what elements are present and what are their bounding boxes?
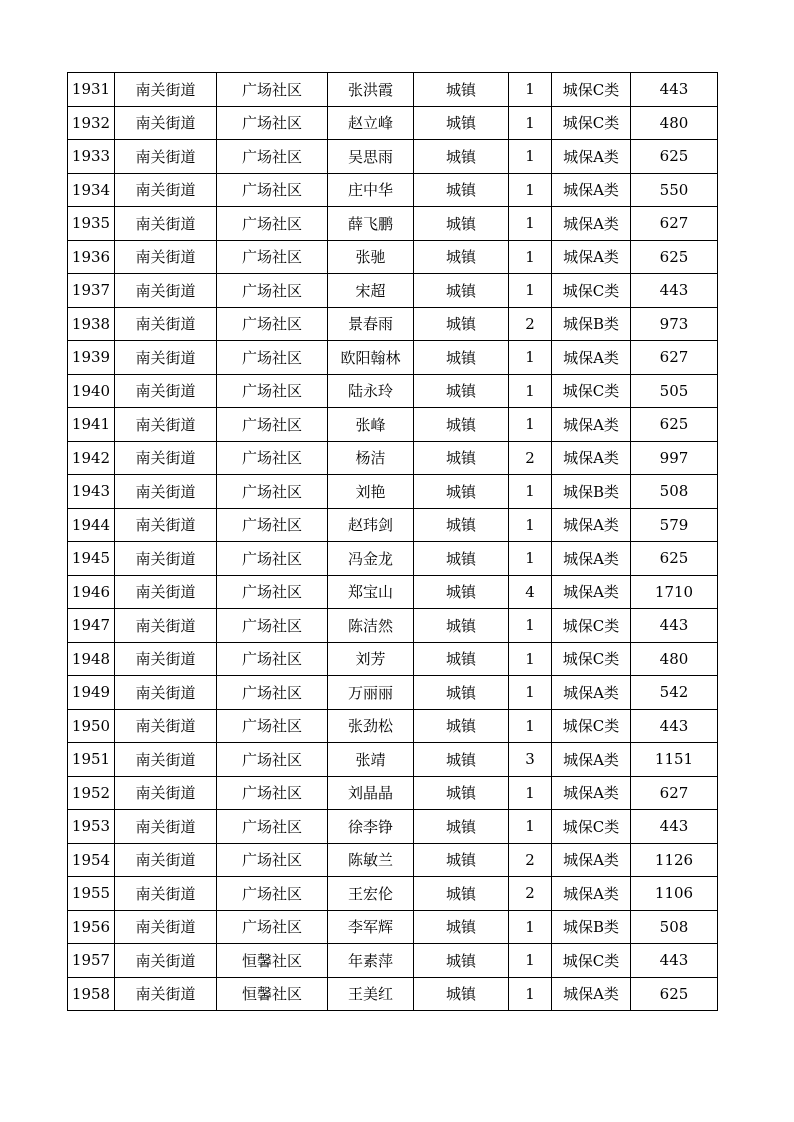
household-count-cell: 1 bbox=[509, 676, 552, 710]
community-cell: 广场社区 bbox=[217, 374, 328, 408]
community-cell: 广场社区 bbox=[217, 475, 328, 509]
insurance-category-cell: 城保C类 bbox=[552, 374, 631, 408]
person-name-cell: 王宏伦 bbox=[328, 877, 414, 911]
table-row bbox=[68, 173, 718, 207]
person-name-cell: 张峰 bbox=[328, 408, 414, 442]
table-row bbox=[68, 341, 718, 375]
subdistrict-cell: 南关街道 bbox=[115, 374, 217, 408]
community-cell: 广场社区 bbox=[217, 542, 328, 576]
amount-cell: 627 bbox=[631, 207, 718, 241]
subdistrict-cell: 南关街道 bbox=[115, 810, 217, 844]
person-name-cell: 陈敏兰 bbox=[328, 843, 414, 877]
serial-number-cell: 1957 bbox=[68, 944, 115, 978]
insurance-category-cell: 城保A类 bbox=[552, 843, 631, 877]
area-type-cell: 城镇 bbox=[414, 575, 509, 609]
insurance-category-cell: 城保A类 bbox=[552, 776, 631, 810]
area-type-cell: 城镇 bbox=[414, 877, 509, 911]
amount-cell: 550 bbox=[631, 173, 718, 207]
household-count-cell: 1 bbox=[509, 173, 552, 207]
amount-cell: 627 bbox=[631, 341, 718, 375]
table-row bbox=[68, 374, 718, 408]
amount-cell: 508 bbox=[631, 475, 718, 509]
person-name-cell: 年素萍 bbox=[328, 944, 414, 978]
household-count-cell: 1 bbox=[509, 274, 552, 308]
community-cell: 广场社区 bbox=[217, 73, 328, 107]
amount-cell: 997 bbox=[631, 441, 718, 475]
area-type-cell: 城镇 bbox=[414, 508, 509, 542]
serial-number-cell: 1958 bbox=[68, 977, 115, 1011]
insurance-category-cell: 城保C类 bbox=[552, 106, 631, 140]
amount-cell: 443 bbox=[631, 944, 718, 978]
community-cell: 广场社区 bbox=[217, 575, 328, 609]
community-cell: 广场社区 bbox=[217, 173, 328, 207]
subdistrict-cell: 南关街道 bbox=[115, 843, 217, 877]
household-count-cell: 1 bbox=[509, 475, 552, 509]
amount-cell: 443 bbox=[631, 810, 718, 844]
community-cell: 广场社区 bbox=[217, 240, 328, 274]
person-name-cell: 赵立峰 bbox=[328, 106, 414, 140]
insurance-category-cell: 城保A类 bbox=[552, 140, 631, 174]
household-count-cell: 1 bbox=[509, 207, 552, 241]
household-count-cell: 2 bbox=[509, 877, 552, 911]
table-row bbox=[68, 810, 718, 844]
person-name-cell: 赵玮剑 bbox=[328, 508, 414, 542]
serial-number-cell: 1939 bbox=[68, 341, 115, 375]
area-type-cell: 城镇 bbox=[414, 642, 509, 676]
table-row bbox=[68, 140, 718, 174]
subdistrict-cell: 南关街道 bbox=[115, 944, 217, 978]
subdistrict-cell: 南关街道 bbox=[115, 475, 217, 509]
community-cell: 广场社区 bbox=[217, 508, 328, 542]
insurance-category-cell: 城保A类 bbox=[552, 575, 631, 609]
subdistrict-cell: 南关街道 bbox=[115, 73, 217, 107]
subdistrict-cell: 南关街道 bbox=[115, 240, 217, 274]
community-cell: 广场社区 bbox=[217, 140, 328, 174]
community-cell: 广场社区 bbox=[217, 307, 328, 341]
serial-number-cell: 1933 bbox=[68, 140, 115, 174]
insurance-category-cell: 城保C类 bbox=[552, 274, 631, 308]
household-count-cell: 1 bbox=[509, 977, 552, 1011]
household-count-cell: 1 bbox=[509, 609, 552, 643]
person-name-cell: 杨洁 bbox=[328, 441, 414, 475]
community-cell: 广场社区 bbox=[217, 609, 328, 643]
household-count-cell: 3 bbox=[509, 743, 552, 777]
serial-number-cell: 1954 bbox=[68, 843, 115, 877]
community-cell: 广场社区 bbox=[217, 408, 328, 442]
subdistrict-cell: 南关街道 bbox=[115, 274, 217, 308]
household-count-cell: 1 bbox=[509, 341, 552, 375]
insurance-category-cell: 城保B类 bbox=[552, 475, 631, 509]
serial-number-cell: 1935 bbox=[68, 207, 115, 241]
table-row bbox=[68, 977, 718, 1011]
community-cell: 恒馨社区 bbox=[217, 944, 328, 978]
area-type-cell: 城镇 bbox=[414, 106, 509, 140]
serial-number-cell: 1940 bbox=[68, 374, 115, 408]
area-type-cell: 城镇 bbox=[414, 441, 509, 475]
community-cell: 广场社区 bbox=[217, 207, 328, 241]
amount-cell: 625 bbox=[631, 240, 718, 274]
roster-body bbox=[68, 73, 718, 1011]
household-count-cell: 1 bbox=[509, 709, 552, 743]
area-type-cell: 城镇 bbox=[414, 307, 509, 341]
subdistrict-cell: 南关街道 bbox=[115, 676, 217, 710]
area-type-cell: 城镇 bbox=[414, 810, 509, 844]
insurance-category-cell: 城保A类 bbox=[552, 408, 631, 442]
amount-cell: 1710 bbox=[631, 575, 718, 609]
area-type-cell: 城镇 bbox=[414, 709, 509, 743]
amount-cell: 625 bbox=[631, 542, 718, 576]
community-cell: 广场社区 bbox=[217, 341, 328, 375]
serial-number-cell: 1937 bbox=[68, 274, 115, 308]
household-count-cell: 1 bbox=[509, 140, 552, 174]
household-count-cell: 2 bbox=[509, 843, 552, 877]
household-count-cell: 1 bbox=[509, 106, 552, 140]
amount-cell: 625 bbox=[631, 140, 718, 174]
subdistrict-cell: 南关街道 bbox=[115, 441, 217, 475]
amount-cell: 1126 bbox=[631, 843, 718, 877]
area-type-cell: 城镇 bbox=[414, 341, 509, 375]
area-type-cell: 城镇 bbox=[414, 944, 509, 978]
insurance-category-cell: 城保A类 bbox=[552, 542, 631, 576]
subdistrict-cell: 南关街道 bbox=[115, 207, 217, 241]
subdistrict-cell: 南关街道 bbox=[115, 776, 217, 810]
household-count-cell: 1 bbox=[509, 642, 552, 676]
subdistrict-cell: 南关街道 bbox=[115, 307, 217, 341]
area-type-cell: 城镇 bbox=[414, 274, 509, 308]
serial-number-cell: 1951 bbox=[68, 743, 115, 777]
table-row bbox=[68, 776, 718, 810]
person-name-cell: 张洪霞 bbox=[328, 73, 414, 107]
table-row bbox=[68, 475, 718, 509]
serial-number-cell: 1956 bbox=[68, 910, 115, 944]
table-row bbox=[68, 307, 718, 341]
community-cell: 广场社区 bbox=[217, 776, 328, 810]
area-type-cell: 城镇 bbox=[414, 475, 509, 509]
table-row bbox=[68, 642, 718, 676]
serial-number-cell: 1952 bbox=[68, 776, 115, 810]
area-type-cell: 城镇 bbox=[414, 173, 509, 207]
person-name-cell: 薛飞鹏 bbox=[328, 207, 414, 241]
table-row bbox=[68, 910, 718, 944]
area-type-cell: 城镇 bbox=[414, 609, 509, 643]
community-cell: 广场社区 bbox=[217, 106, 328, 140]
table-row bbox=[68, 274, 718, 308]
serial-number-cell: 1945 bbox=[68, 542, 115, 576]
household-count-cell: 1 bbox=[509, 508, 552, 542]
subdistrict-cell: 南关街道 bbox=[115, 575, 217, 609]
household-count-cell: 1 bbox=[509, 73, 552, 107]
serial-number-cell: 1942 bbox=[68, 441, 115, 475]
insurance-category-cell: 城保A类 bbox=[552, 173, 631, 207]
person-name-cell: 冯金龙 bbox=[328, 542, 414, 576]
community-cell: 广场社区 bbox=[217, 877, 328, 911]
amount-cell: 579 bbox=[631, 508, 718, 542]
subdistrict-cell: 南关街道 bbox=[115, 173, 217, 207]
insurance-category-cell: 城保A类 bbox=[552, 676, 631, 710]
insurance-category-cell: 城保C类 bbox=[552, 944, 631, 978]
area-type-cell: 城镇 bbox=[414, 776, 509, 810]
amount-cell: 973 bbox=[631, 307, 718, 341]
serial-number-cell: 1936 bbox=[68, 240, 115, 274]
person-name-cell: 张劲松 bbox=[328, 709, 414, 743]
amount-cell: 480 bbox=[631, 642, 718, 676]
amount-cell: 508 bbox=[631, 910, 718, 944]
subdistrict-cell: 南关街道 bbox=[115, 642, 217, 676]
area-type-cell: 城镇 bbox=[414, 743, 509, 777]
person-name-cell: 陆永玲 bbox=[328, 374, 414, 408]
subdistrict-cell: 南关街道 bbox=[115, 977, 217, 1011]
community-cell: 广场社区 bbox=[217, 709, 328, 743]
serial-number-cell: 1947 bbox=[68, 609, 115, 643]
table-row bbox=[68, 877, 718, 911]
area-type-cell: 城镇 bbox=[414, 374, 509, 408]
subdistrict-cell: 南关街道 bbox=[115, 140, 217, 174]
household-count-cell: 2 bbox=[509, 441, 552, 475]
community-cell: 广场社区 bbox=[217, 676, 328, 710]
amount-cell: 443 bbox=[631, 274, 718, 308]
person-name-cell: 欧阳翰林 bbox=[328, 341, 414, 375]
area-type-cell: 城镇 bbox=[414, 676, 509, 710]
area-type-cell: 城镇 bbox=[414, 977, 509, 1011]
household-count-cell: 1 bbox=[509, 240, 552, 274]
person-name-cell: 徐李铮 bbox=[328, 810, 414, 844]
community-cell: 广场社区 bbox=[217, 642, 328, 676]
community-cell: 广场社区 bbox=[217, 910, 328, 944]
insurance-category-cell: 城保A类 bbox=[552, 508, 631, 542]
amount-cell: 627 bbox=[631, 776, 718, 810]
amount-cell: 443 bbox=[631, 709, 718, 743]
insurance-category-cell: 城保C类 bbox=[552, 709, 631, 743]
person-name-cell: 庄中华 bbox=[328, 173, 414, 207]
table-row bbox=[68, 609, 718, 643]
insurance-category-cell: 城保A类 bbox=[552, 877, 631, 911]
household-count-cell: 1 bbox=[509, 776, 552, 810]
amount-cell: 443 bbox=[631, 73, 718, 107]
insurance-category-cell: 城保A类 bbox=[552, 341, 631, 375]
area-type-cell: 城镇 bbox=[414, 240, 509, 274]
subdistrict-cell: 南关街道 bbox=[115, 910, 217, 944]
person-name-cell: 刘艳 bbox=[328, 475, 414, 509]
community-cell: 恒馨社区 bbox=[217, 977, 328, 1011]
serial-number-cell: 1955 bbox=[68, 877, 115, 911]
table-row bbox=[68, 106, 718, 140]
household-count-cell: 1 bbox=[509, 542, 552, 576]
insurance-category-cell: 城保A类 bbox=[552, 441, 631, 475]
subdistrict-cell: 南关街道 bbox=[115, 542, 217, 576]
table-row bbox=[68, 207, 718, 241]
serial-number-cell: 1949 bbox=[68, 676, 115, 710]
serial-number-cell: 1938 bbox=[68, 307, 115, 341]
serial-number-cell: 1944 bbox=[68, 508, 115, 542]
amount-cell: 1151 bbox=[631, 743, 718, 777]
household-count-cell: 1 bbox=[509, 374, 552, 408]
subdistrict-cell: 南关街道 bbox=[115, 609, 217, 643]
amount-cell: 1106 bbox=[631, 877, 718, 911]
table-row bbox=[68, 843, 718, 877]
subdistrict-cell: 南关街道 bbox=[115, 743, 217, 777]
community-cell: 广场社区 bbox=[217, 743, 328, 777]
serial-number-cell: 1943 bbox=[68, 475, 115, 509]
serial-number-cell: 1948 bbox=[68, 642, 115, 676]
household-count-cell: 2 bbox=[509, 307, 552, 341]
household-count-cell: 1 bbox=[509, 910, 552, 944]
area-type-cell: 城镇 bbox=[414, 207, 509, 241]
amount-cell: 505 bbox=[631, 374, 718, 408]
person-name-cell: 陈洁然 bbox=[328, 609, 414, 643]
serial-number-cell: 1953 bbox=[68, 810, 115, 844]
person-name-cell: 万丽丽 bbox=[328, 676, 414, 710]
person-name-cell: 李军辉 bbox=[328, 910, 414, 944]
subdistrict-cell: 南关街道 bbox=[115, 877, 217, 911]
subdistrict-cell: 南关街道 bbox=[115, 106, 217, 140]
table-row bbox=[68, 676, 718, 710]
household-count-cell: 1 bbox=[509, 944, 552, 978]
subdistrict-cell: 南关街道 bbox=[115, 709, 217, 743]
person-name-cell: 刘晶晶 bbox=[328, 776, 414, 810]
table-row bbox=[68, 408, 718, 442]
insurance-category-cell: 城保C类 bbox=[552, 810, 631, 844]
subdistrict-cell: 南关街道 bbox=[115, 508, 217, 542]
table-row bbox=[68, 743, 718, 777]
table-row bbox=[68, 542, 718, 576]
serial-number-cell: 1941 bbox=[68, 408, 115, 442]
insurance-category-cell: 城保A类 bbox=[552, 743, 631, 777]
table-row bbox=[68, 508, 718, 542]
serial-number-cell: 1946 bbox=[68, 575, 115, 609]
table-row bbox=[68, 709, 718, 743]
household-count-cell: 1 bbox=[509, 810, 552, 844]
amount-cell: 542 bbox=[631, 676, 718, 710]
table-row bbox=[68, 944, 718, 978]
household-count-cell: 1 bbox=[509, 408, 552, 442]
insurance-category-cell: 城保B类 bbox=[552, 307, 631, 341]
person-name-cell: 吴思雨 bbox=[328, 140, 414, 174]
community-cell: 广场社区 bbox=[217, 274, 328, 308]
area-type-cell: 城镇 bbox=[414, 910, 509, 944]
person-name-cell: 宋超 bbox=[328, 274, 414, 308]
community-cell: 广场社区 bbox=[217, 441, 328, 475]
person-name-cell: 景春雨 bbox=[328, 307, 414, 341]
person-name-cell: 王美红 bbox=[328, 977, 414, 1011]
roster-table bbox=[67, 72, 718, 1011]
person-name-cell: 郑宝山 bbox=[328, 575, 414, 609]
area-type-cell: 城镇 bbox=[414, 73, 509, 107]
serial-number-cell: 1934 bbox=[68, 173, 115, 207]
table-row bbox=[68, 73, 718, 107]
amount-cell: 625 bbox=[631, 977, 718, 1011]
area-type-cell: 城镇 bbox=[414, 542, 509, 576]
amount-cell: 480 bbox=[631, 106, 718, 140]
serial-number-cell: 1931 bbox=[68, 73, 115, 107]
household-count-cell: 4 bbox=[509, 575, 552, 609]
serial-number-cell: 1932 bbox=[68, 106, 115, 140]
subdistrict-cell: 南关街道 bbox=[115, 408, 217, 442]
person-name-cell: 张驰 bbox=[328, 240, 414, 274]
insurance-category-cell: 城保A类 bbox=[552, 977, 631, 1011]
insurance-category-cell: 城保B类 bbox=[552, 910, 631, 944]
insurance-category-cell: 城保C类 bbox=[552, 642, 631, 676]
area-type-cell: 城镇 bbox=[414, 408, 509, 442]
table-row bbox=[68, 441, 718, 475]
insurance-category-cell: 城保C类 bbox=[552, 73, 631, 107]
area-type-cell: 城镇 bbox=[414, 140, 509, 174]
person-name-cell: 刘芳 bbox=[328, 642, 414, 676]
amount-cell: 625 bbox=[631, 408, 718, 442]
community-cell: 广场社区 bbox=[217, 843, 328, 877]
community-cell: 广场社区 bbox=[217, 810, 328, 844]
insurance-category-cell: 城保A类 bbox=[552, 207, 631, 241]
table-row bbox=[68, 240, 718, 274]
serial-number-cell: 1950 bbox=[68, 709, 115, 743]
table-row bbox=[68, 575, 718, 609]
amount-cell: 443 bbox=[631, 609, 718, 643]
person-name-cell: 张靖 bbox=[328, 743, 414, 777]
insurance-category-cell: 城保A类 bbox=[552, 240, 631, 274]
subdistrict-cell: 南关街道 bbox=[115, 341, 217, 375]
area-type-cell: 城镇 bbox=[414, 843, 509, 877]
insurance-category-cell: 城保C类 bbox=[552, 609, 631, 643]
